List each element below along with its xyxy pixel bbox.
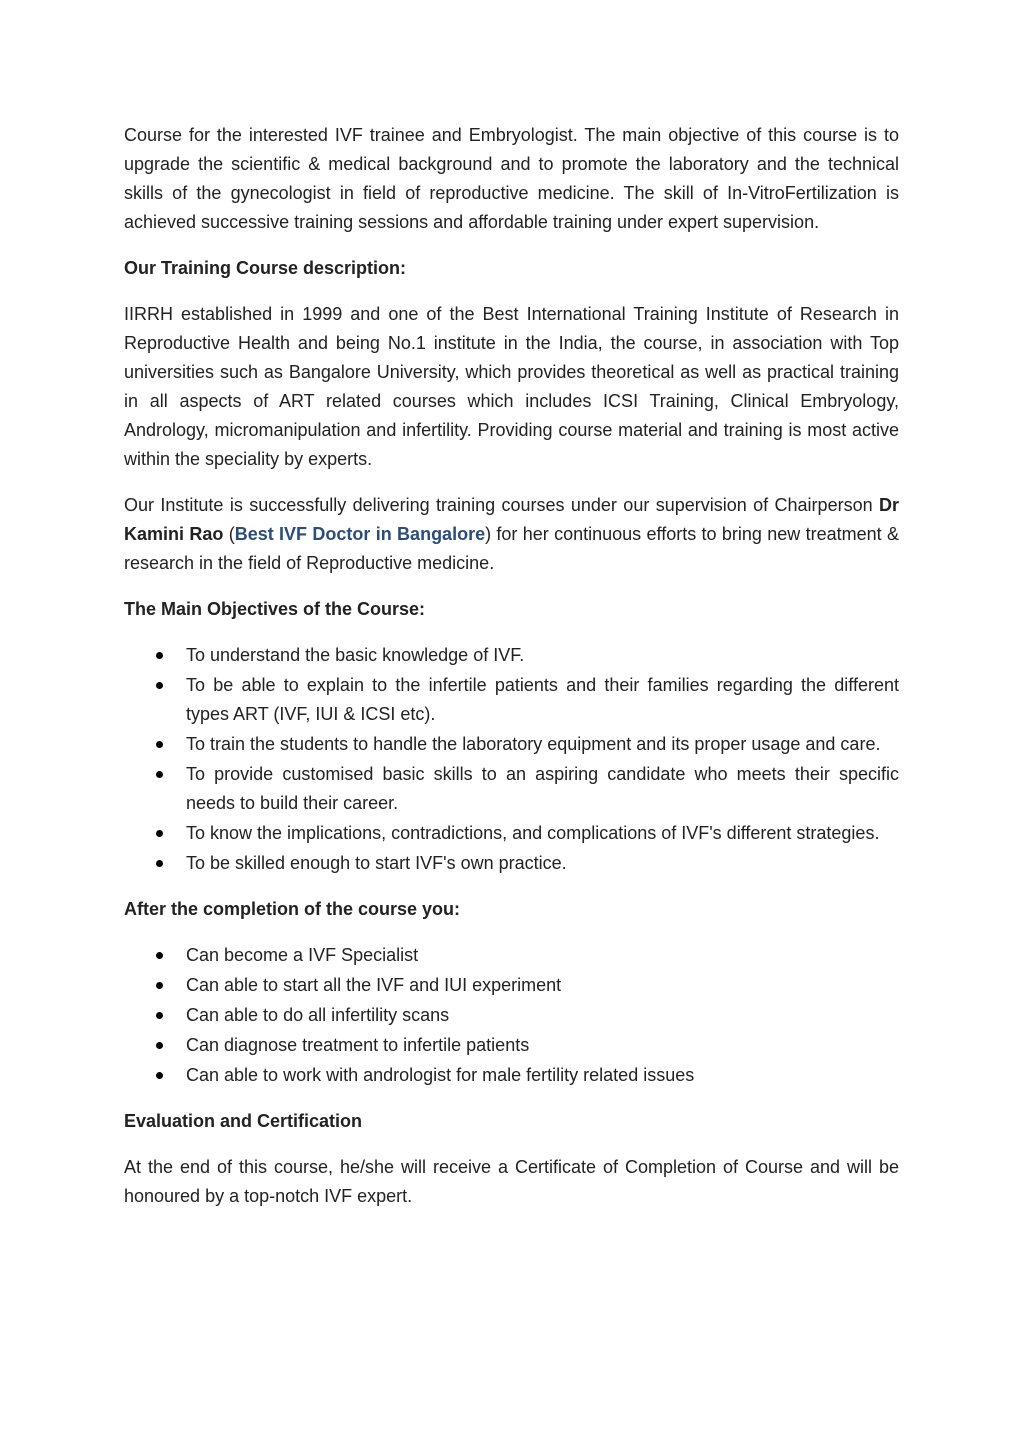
bullet-icon	[156, 982, 163, 989]
open-paren: (	[223, 524, 235, 544]
objective-item	[124, 849, 899, 878]
best-ivf-doctor-link[interactable]: Best IVF Doctor in Bangalore	[234, 524, 486, 544]
evaluation-heading: Evaluation and Certification	[124, 1111, 363, 1131]
objective-text: To understand the basic knowledge of IVF.	[186, 645, 525, 665]
bullet-icon	[156, 860, 163, 867]
bullet-icon	[156, 1042, 163, 1049]
bullet-icon	[156, 1072, 163, 1079]
document-page	[124, 121, 899, 1228]
completion-item	[124, 971, 899, 1000]
intro-paragraph: Course for the interested IVF trainee and Embryologist. The main objective of this course is to upgrade the scientific & medical background and to promote the laboratory and the technical skills of the gynecologist in field of reproductive medicine. The skill of In-VitroFertilization is achieved successive training sessions and affordable training under expert supervision.	[124, 125, 899, 232]
completion-text: Can diagnose treatment to infertile patients	[186, 1035, 530, 1055]
objective-item	[124, 671, 899, 729]
completion-list	[124, 941, 899, 1090]
objective-text: To provide customised basic skills to an aspiring candidate who meets their specific needs to build their career.	[186, 764, 899, 813]
completion-item	[124, 1001, 899, 1030]
chairperson-name: Dr Kamini Rao	[124, 495, 899, 544]
chairperson-tail-text: ) for her continuous efforts to bring new treatment & research in the field of Reproductive medicine.	[124, 524, 899, 573]
completion-text: Can able to work with andrologist for male fertility related issues	[186, 1065, 695, 1085]
objective-item	[124, 641, 899, 670]
completion-text: Can able to do all infertility scans	[186, 1005, 450, 1025]
bullet-icon	[156, 741, 163, 748]
chairperson-lead-text: Our Institute is successfully delivering training courses under our supervision of Chairperson	[124, 495, 879, 515]
description-heading: Our Training Course description:	[124, 258, 407, 278]
objectives-heading: The Main Objectives of the Course:	[124, 599, 426, 619]
objective-text: To know the implications, contradictions, and complications of IVF's different strategies.	[186, 823, 880, 843]
objective-text: To be able to explain to the infertile patients and their families regarding the different types ART (IVF, IUI & ICSI etc).	[186, 675, 899, 724]
completion-item	[124, 1061, 899, 1090]
objectives-list	[124, 641, 899, 878]
objective-item	[124, 819, 899, 848]
completion-text: Can able to start all the IVF and IUI experiment	[186, 975, 562, 995]
completion-text: Can become a IVF Specialist	[186, 945, 419, 965]
completion-item	[124, 941, 899, 970]
objective-text: To be skilled enough to start IVF's own practice.	[186, 853, 567, 873]
evaluation-paragraph: At the end of this course, he/she will receive a Certificate of Completion of Course and will be honoured by a top-notch IVF expert.	[124, 1157, 899, 1206]
bullet-icon	[156, 652, 163, 659]
bullet-icon	[156, 952, 163, 959]
completion-item	[124, 1031, 899, 1060]
description-paragraph: IIRRH established in 1999 and one of the Best International Training Institute of Research in Reproductive Health and being No.1 institute in the India, the course, in association with Top universities such as Bangalore University, which provides theoretical as well as practical training in all aspects of ART related courses which includes ICSI Training, Clinical Embryology, Andrology, micromanipulation and infertility. Providing course material and training is most active within the speciality by experts.	[124, 304, 899, 469]
objective-item	[124, 760, 899, 818]
completion-heading: After the completion of the course you:	[124, 899, 461, 919]
bullet-icon	[156, 830, 163, 837]
bullet-icon	[156, 1012, 163, 1019]
bullet-icon	[156, 771, 163, 778]
objective-text: To train the students to handle the laboratory equipment and its proper usage and care.	[186, 734, 881, 754]
objective-item	[124, 730, 899, 759]
chairperson-paragraph	[124, 491, 899, 578]
bullet-icon	[156, 682, 163, 689]
